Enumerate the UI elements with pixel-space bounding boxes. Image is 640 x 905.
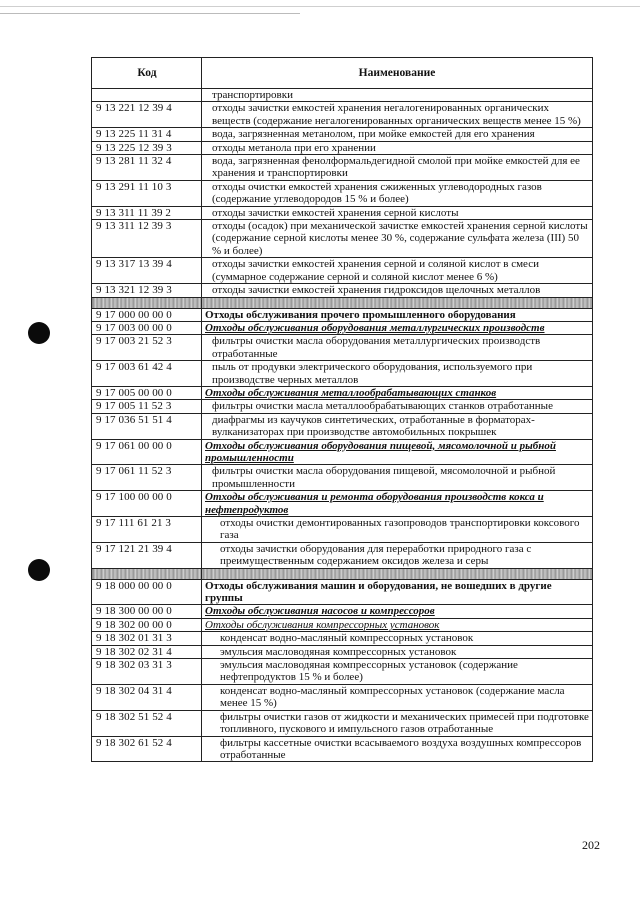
row-name: фильтры очистки масла оборудования металлургических производств отработанные xyxy=(202,335,593,361)
row-code: 9 13 291 11 10 3 xyxy=(92,180,202,206)
row-name: фильтры очистки газов от жидкости и механических примесей при подготовке топливного, пускового и импульсного газов отработанные xyxy=(202,710,593,736)
row-name xyxy=(202,568,593,579)
row-code: 9 17 111 61 21 3 xyxy=(92,517,202,543)
row-name: конденсат водно-масляный компрессорных установок (содержание масла менее 15 %) xyxy=(202,684,593,710)
table-row xyxy=(92,220,593,258)
scan-top-border-inner xyxy=(0,13,300,14)
row-code: 9 17 061 11 52 3 xyxy=(92,465,202,491)
row-code: 9 17 121 21 39 4 xyxy=(92,542,202,568)
table-row xyxy=(92,413,593,439)
row-name: отходы очистки емкостей хранения сжиженных углеводородных газов (содержание углеводородов 15 % и более) xyxy=(202,180,593,206)
row-code: 9 13 311 12 39 3 xyxy=(92,220,202,258)
row-code: 9 17 005 11 52 3 xyxy=(92,400,202,413)
row-name: Отходы обслуживания насосов и компрессоров xyxy=(202,605,593,618)
row-name: вода, загрязненная метанолом, при мойке емкостей для его хранения xyxy=(202,128,593,141)
table-row xyxy=(92,659,593,685)
header-code: Код xyxy=(92,58,202,89)
scan-top-border xyxy=(0,6,640,7)
table-row xyxy=(92,335,593,361)
row-name: Отходы обслуживания металлообрабатывающих станков xyxy=(202,386,593,399)
table-row xyxy=(92,386,593,399)
table-row xyxy=(92,684,593,710)
table-row xyxy=(92,89,593,102)
table-row xyxy=(92,308,593,321)
punch-hole xyxy=(28,322,50,344)
row-name: отходы (осадок) при механической зачистке емкостей хранения серной кислоты (содержание серной кислоты менее 30 %, содержание сульфата железа (III) 50 % и более) xyxy=(202,220,593,258)
row-name: отходы метанола при его хранении xyxy=(202,141,593,154)
table-row xyxy=(92,491,593,517)
row-code: 9 18 302 51 52 4 xyxy=(92,710,202,736)
section-separator xyxy=(92,568,593,579)
table-row xyxy=(92,128,593,141)
row-code: 9 13 311 11 39 2 xyxy=(92,206,202,219)
table-row xyxy=(92,645,593,658)
row-code: 9 17 000 00 00 0 xyxy=(92,308,202,321)
table-row xyxy=(92,710,593,736)
waste-classification-table xyxy=(91,57,593,762)
row-name xyxy=(202,297,593,308)
table-row xyxy=(92,321,593,334)
table-row xyxy=(92,517,593,543)
table-row xyxy=(92,542,593,568)
row-code: 9 18 302 02 31 4 xyxy=(92,645,202,658)
table-row xyxy=(92,258,593,284)
row-code: 9 17 100 00 00 0 xyxy=(92,491,202,517)
table-row xyxy=(92,155,593,181)
row-name: вода, загрязненная фенолформальдегидной смолой при мойке емкостей для ее хранения и транспортировки xyxy=(202,155,593,181)
row-code xyxy=(92,297,202,308)
table-row xyxy=(92,465,593,491)
row-name: Отходы обслуживания оборудования металлургических производств xyxy=(202,321,593,334)
row-code: 9 13 221 12 39 4 xyxy=(92,102,202,128)
row-code: 9 18 302 01 31 3 xyxy=(92,632,202,645)
row-code: 9 13 317 13 39 4 xyxy=(92,258,202,284)
row-name: отходы зачистки емкостей хранения серной кислоты xyxy=(202,206,593,219)
header-name: Наименование xyxy=(202,58,593,89)
table-row xyxy=(92,102,593,128)
table-row xyxy=(92,141,593,154)
row-name: фильтры очистки масла оборудования пищевой, мясомолочной и рыбной промышленности xyxy=(202,465,593,491)
table-body xyxy=(92,89,593,762)
row-code: 9 18 302 61 52 4 xyxy=(92,736,202,762)
row-name: Отходы обслуживания оборудования пищевой, мясомолочной и рыбной промышленности xyxy=(202,439,593,465)
table-row xyxy=(92,618,593,631)
punch-hole xyxy=(28,559,50,581)
row-code: 9 13 321 12 39 3 xyxy=(92,284,202,297)
row-name: Отходы обслуживания и ремонта оборудования производств кокса и нефтепродуктов xyxy=(202,491,593,517)
row-name: диафрагмы из каучуков синтетических, отработанные в форматорах-вулканизаторах при производстве автомобильных покрышек xyxy=(202,413,593,439)
row-name: Отходы обслуживания машин и оборудования, не вошедших в другие группы xyxy=(202,579,593,605)
row-code: 9 13 225 12 39 3 xyxy=(92,141,202,154)
row-name: отходы зачистки емкостей хранения серной и соляной кислот в смеси (суммарное содержание серной и соляной кислот менее 6 %) xyxy=(202,258,593,284)
row-code: 9 18 302 04 31 4 xyxy=(92,684,202,710)
table-row xyxy=(92,605,593,618)
table-row xyxy=(92,400,593,413)
row-code xyxy=(92,568,202,579)
row-name: эмульсия масловодяная компрессорных установок (содержание нефтепродуктов 15 % и более) xyxy=(202,659,593,685)
row-code: 9 17 003 00 00 0 xyxy=(92,321,202,334)
table-row xyxy=(92,206,593,219)
row-name: транспортировки xyxy=(202,89,593,102)
table-row xyxy=(92,361,593,387)
row-name: отходы очистки демонтированных газопроводов транспортировки коксового газа xyxy=(202,517,593,543)
row-code: 9 17 036 51 51 4 xyxy=(92,413,202,439)
row-name: конденсат водно-масляный компрессорных установок xyxy=(202,632,593,645)
table-row xyxy=(92,180,593,206)
row-name: отходы зачистки емкостей хранения негалогенированных органических веществ (содержание негалогенированных органических веществ менее 15 %) xyxy=(202,102,593,128)
row-name: фильтры очистки масла металлообрабатывающих станков отработанные xyxy=(202,400,593,413)
table-row xyxy=(92,632,593,645)
row-code: 9 18 302 03 31 3 xyxy=(92,659,202,685)
table-row xyxy=(92,579,593,605)
row-code: 9 17 003 61 42 4 xyxy=(92,361,202,387)
row-code: 9 17 005 00 00 0 xyxy=(92,386,202,399)
table-row xyxy=(92,439,593,465)
section-separator xyxy=(92,297,593,308)
row-name: отходы зачистки емкостей хранения гидроксидов щелочных металлов xyxy=(202,284,593,297)
row-code: 9 17 061 00 00 0 xyxy=(92,439,202,465)
row-name: фильтры кассетные очистки всасываемого воздуха воздушных компрессоров отработанные xyxy=(202,736,593,762)
row-name: эмульсия масловодяная компрессорных установок xyxy=(202,645,593,658)
table-row xyxy=(92,736,593,762)
page-number: 202 xyxy=(582,838,600,852)
row-name: Отходы обслуживания прочего промышленного оборудования xyxy=(202,308,593,321)
row-code: 9 18 302 00 00 0 xyxy=(92,618,202,631)
row-name: отходы зачистки оборудования для переработки природного газа с преимущественным содержанием оксидов железа и серы xyxy=(202,542,593,568)
row-code: 9 18 000 00 00 0 xyxy=(92,579,202,605)
row-code: 9 13 225 11 31 4 xyxy=(92,128,202,141)
row-code: 9 18 300 00 00 0 xyxy=(92,605,202,618)
row-name: пыль от продувки электрического оборудования, используемого при производстве черных металлов xyxy=(202,361,593,387)
row-name: Отходы обслуживания компрессорных установок xyxy=(202,618,593,631)
table-header-row xyxy=(92,58,593,89)
row-code xyxy=(92,89,202,102)
row-code: 9 13 281 11 32 4 xyxy=(92,155,202,181)
row-code: 9 17 003 21 52 3 xyxy=(92,335,202,361)
table-row xyxy=(92,284,593,297)
